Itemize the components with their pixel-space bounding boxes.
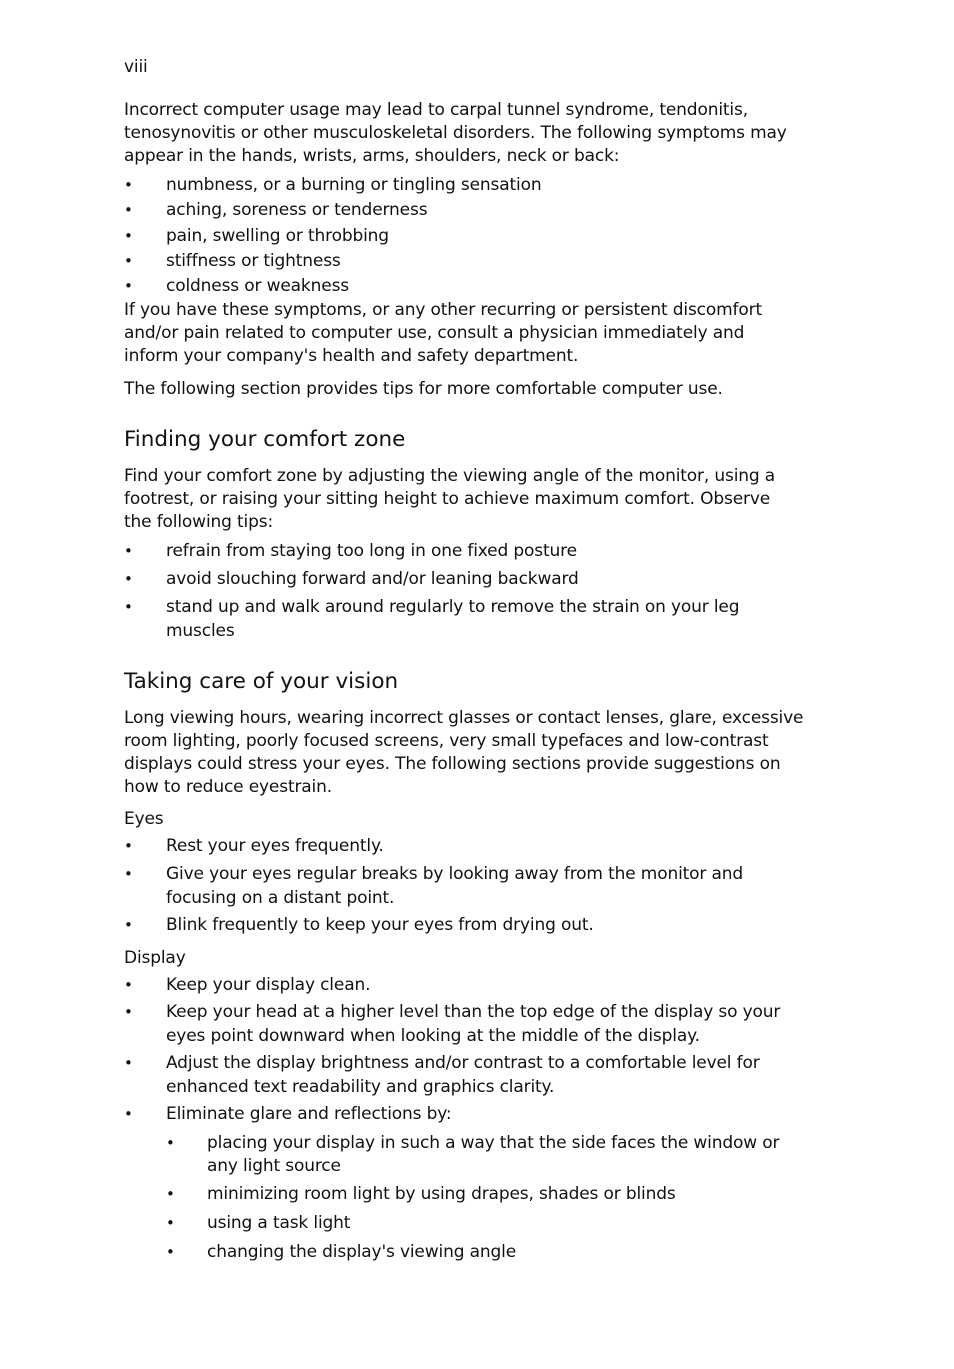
symptom-item: coldness or weakness: [166, 276, 349, 296]
vision-heading: Taking care of your vision: [124, 669, 399, 694]
bullet-icon: •: [124, 542, 133, 560]
display-item-continuation: enhanced text readability and graphics clarity.: [166, 1077, 555, 1097]
display-item: Adjust the display brightness and/or contrast to a comfortable level for: [166, 1053, 760, 1073]
bullet-icon: •: [124, 1105, 133, 1123]
display-item: Keep your head at a higher level than the top edge of the display so your: [166, 1002, 781, 1022]
bullet-icon: •: [124, 252, 133, 270]
vision-line: room lighting, poorly focused screens, very small typefaces and low-contrast: [124, 731, 769, 751]
comfort-line: the following tips:: [124, 512, 274, 532]
comfort-tip: stand up and walk around regularly to remove the strain on your leg: [166, 597, 740, 617]
eyes-item: Rest your eyes frequently.: [166, 836, 384, 856]
bullet-icon: •: [124, 570, 133, 588]
eyes-item: Give your eyes regular breaks by looking away from the monitor and: [166, 864, 744, 884]
bullet-icon: •: [166, 1214, 175, 1232]
comfort-tip-continuation: muscles: [166, 621, 235, 641]
display-item: Eliminate glare and reflections by:: [166, 1104, 452, 1124]
bullet-icon: •: [124, 201, 133, 219]
intro-line: Incorrect computer usage may lead to carpal tunnel syndrome, tendonitis,: [124, 100, 748, 120]
bullet-icon: •: [124, 1003, 133, 1021]
vision-line: how to reduce eyestrain.: [124, 777, 333, 797]
eyes-item: Blink frequently to keep your eyes from drying out.: [166, 915, 594, 935]
bullet-icon: •: [124, 865, 133, 883]
bullet-icon: •: [124, 598, 133, 616]
bullet-icon: •: [166, 1243, 175, 1261]
vision-line: displays could stress your eyes. The following sections provide suggestions on: [124, 754, 781, 774]
glare-sub-item: using a task light: [207, 1213, 351, 1233]
glare-sub-item: placing your display in such a way that the side faces the window or: [207, 1133, 780, 1153]
symptom-item: stiffness or tightness: [166, 251, 341, 271]
comfort-line: Find your comfort zone by adjusting the viewing angle of the monitor, using a: [124, 466, 776, 486]
bullet-icon: •: [124, 916, 133, 934]
page-number: viii: [124, 57, 148, 77]
vision-line: Long viewing hours, wearing incorrect glasses or contact lenses, glare, excessive: [124, 708, 804, 728]
bullet-icon: •: [124, 1054, 133, 1072]
eyes-label: Eyes: [124, 809, 164, 829]
comfort-line: footrest, or raising your sitting height to achieve maximum comfort. Observe: [124, 489, 771, 509]
advice-line: If you have these symptoms, or any other recurring or persistent discomfort: [124, 300, 762, 320]
symptom-item: pain, swelling or throbbing: [166, 226, 389, 246]
section-intro: The following section provides tips for more comfortable computer use.: [124, 379, 723, 399]
advice-line: inform your company's health and safety department.: [124, 346, 579, 366]
bullet-icon: •: [124, 837, 133, 855]
glare-sub-item-continuation: any light source: [207, 1156, 341, 1176]
symptom-item: numbness, or a burning or tingling sensation: [166, 175, 542, 195]
display-label: Display: [124, 948, 186, 968]
glare-sub-item: minimizing room light by using drapes, shades or blinds: [207, 1184, 676, 1204]
comfort-tip: refrain from staying too long in one fixed posture: [166, 541, 577, 561]
intro-line: tenosynovitis or other musculoskeletal disorders. The following symptoms may: [124, 123, 787, 143]
display-item-continuation: eyes point downward when looking at the middle of the display.: [166, 1026, 700, 1046]
advice-line: and/or pain related to computer use, consult a physician immediately and: [124, 323, 745, 343]
bullet-icon: •: [124, 227, 133, 245]
bullet-icon: •: [124, 176, 133, 194]
comfort-heading: Finding your comfort zone: [124, 427, 406, 452]
bullet-icon: •: [124, 976, 133, 994]
eyes-item-continuation: focusing on a distant point.: [166, 888, 395, 908]
bullet-icon: •: [166, 1134, 175, 1152]
comfort-tip: avoid slouching forward and/or leaning backward: [166, 569, 579, 589]
symptom-item: aching, soreness or tenderness: [166, 200, 428, 220]
bullet-icon: •: [166, 1185, 175, 1203]
display-item: Keep your display clean.: [166, 975, 371, 995]
bullet-icon: •: [124, 277, 133, 295]
glare-sub-item: changing the display's viewing angle: [207, 1242, 517, 1262]
intro-line: appear in the hands, wrists, arms, shoulders, neck or back:: [124, 146, 620, 166]
